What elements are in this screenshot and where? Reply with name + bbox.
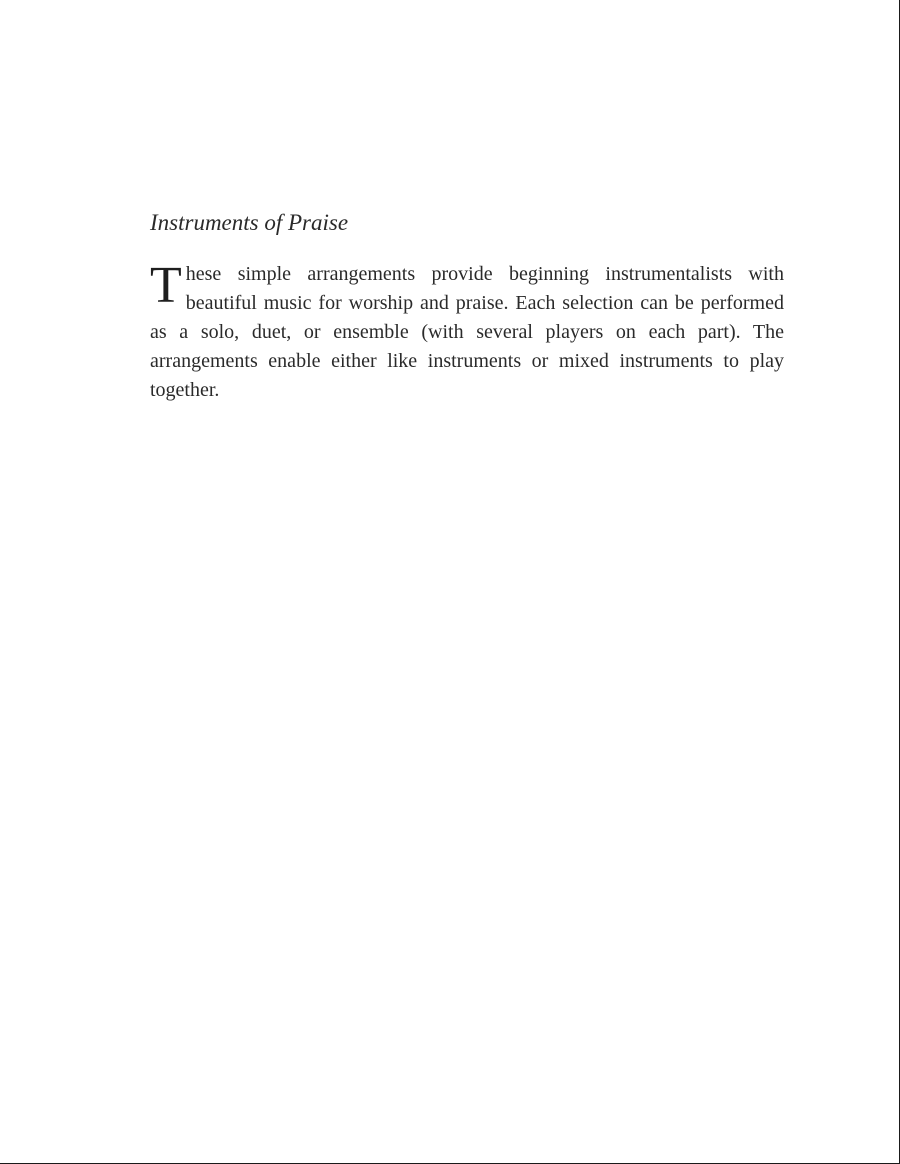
intro-paragraph [150, 257, 784, 405]
intro-paragraph-text: hese simple arrangements provide beginning instrumentalists with beautiful music for worship and praise. Each selection can be performed as a solo, duet, or ensemble (with several players on each part). The arrangements enable either like instruments or mixed instruments to play together. [150, 263, 784, 401]
page-content [150, 206, 784, 405]
page-title: Instruments of Praise [150, 210, 349, 235]
drop-cap-letter: T [150, 257, 182, 314]
